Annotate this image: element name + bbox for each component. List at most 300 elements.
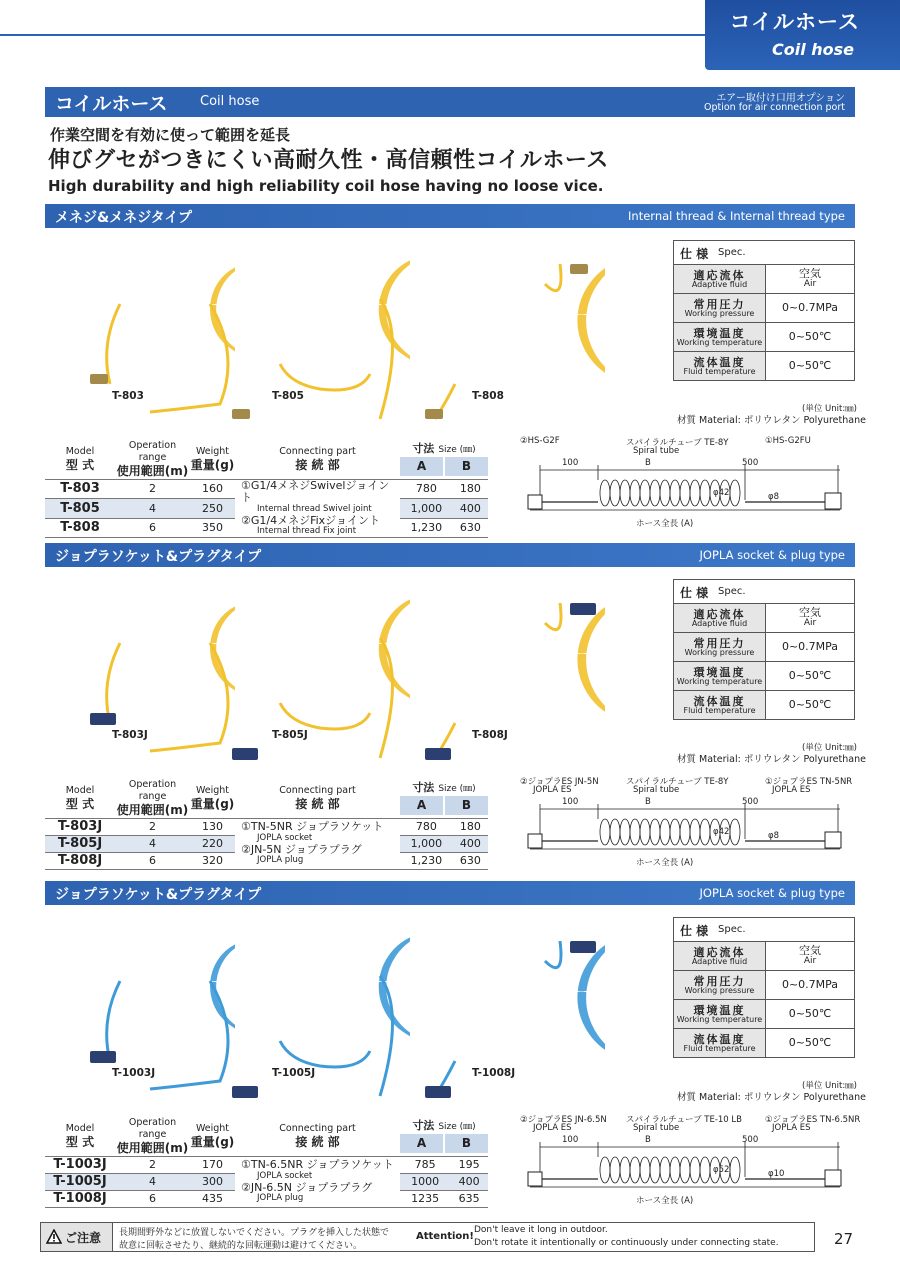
row-model: T-1008J: [45, 1190, 115, 1207]
row-range: 4: [115, 499, 190, 518]
spec-key-jp: 環境温度: [693, 326, 746, 340]
section-title-en: Internal thread & Internal thread type: [628, 209, 845, 223]
row-range: 4: [115, 1173, 190, 1190]
spec-title-jp: 仕 様: [680, 924, 709, 938]
row-a: 1,000: [400, 499, 453, 518]
coil-hose-image-medium: [220, 224, 410, 424]
spec-value-sub: Air: [803, 279, 817, 290]
spec-key: [674, 971, 766, 1000]
diagram-total-length: ホース全長 (A): [636, 1196, 694, 1206]
diagram-total-length: ホース全長 (A): [636, 519, 694, 529]
spec-value: [766, 352, 855, 381]
spec-row: [674, 323, 855, 352]
col-connecting-jp: 接 続 部: [295, 1134, 340, 1149]
spec-value-sub: Air: [803, 956, 817, 967]
attention-en-2: Don't rotate it intentionally or continuously under connecting state.: [474, 1238, 779, 1248]
spec-key-en: Working pressure: [684, 985, 755, 995]
size-ab: [400, 1134, 488, 1153]
size-title-en: Size (㎜): [438, 1122, 476, 1133]
model-table-header: [45, 1117, 488, 1156]
coil-hose-image-long: [415, 224, 605, 424]
banner-title-jp: コイルホース: [55, 93, 168, 115]
col-connecting-en: Connecting part: [279, 1122, 356, 1134]
spec-box: [673, 917, 855, 1058]
unit-note: (単位 Unit:㎜): [802, 743, 858, 753]
caution-jp-1: 長期間野外などに放置しないでください。プラグを挿入した状態で: [119, 1228, 390, 1238]
spec-value: [766, 971, 855, 1000]
hose-fitting-icon: [425, 748, 451, 760]
col-range-en: Operation range: [128, 779, 177, 802]
col-weight-jp: 重量(g): [190, 457, 235, 472]
spec-value: [766, 604, 855, 633]
hose-fitting-icon: [570, 603, 596, 615]
model-table-header: [45, 440, 488, 479]
conn1-jp: ①TN-5NR ジョプラソケット: [241, 820, 384, 834]
product-label: T-805: [272, 390, 304, 402]
material-note: 材質 Material: ポリウレタン Polyurethane: [677, 1092, 866, 1103]
spec-title-jp: 仕 様: [680, 586, 709, 600]
product-label: T-808J: [472, 729, 508, 741]
col-range-jp: 使用範囲(m): [116, 463, 189, 478]
section-title-jp: ジョプラソケット&プラグタイプ: [55, 887, 262, 903]
spec-box: [673, 579, 855, 720]
diagram-right-fitting: ①ジョプラES TN-5NR: [765, 777, 853, 787]
row-model: T-803J: [45, 818, 115, 835]
product-label: T-803: [112, 390, 144, 402]
section-title-en: JOPLA socket & plug type: [699, 548, 845, 562]
row-model: T-1005J: [45, 1173, 115, 1190]
size-title-en: Size (㎜): [438, 784, 476, 795]
spec-key-en: Adaptive fluid: [691, 956, 748, 966]
spec-title-en: Spec.: [718, 924, 746, 935]
diagram-dim-b: B: [645, 797, 651, 807]
row-b: 630: [453, 518, 488, 537]
row-weight: 350: [190, 518, 235, 537]
table-row: [45, 1156, 488, 1173]
spec-table: [673, 941, 855, 1058]
hose-fitting-icon: [570, 941, 596, 953]
spec-value-main: 0~0.7MPa: [781, 639, 839, 653]
size-ab: [400, 796, 488, 815]
col-weight-en: Weight: [195, 445, 230, 457]
col-a: A: [400, 457, 443, 476]
col-weight-en: Weight: [195, 784, 230, 796]
coil-hose-image-short: [60, 911, 235, 1091]
caution-label: ご注意: [65, 1231, 102, 1245]
diagram-right-fitting: ①HS-G2FU: [765, 436, 811, 446]
diagram-right-fitting: ①ジョプラES TN-6.5NR: [765, 1115, 861, 1125]
spec-value-main: 0~0.7MPa: [781, 300, 839, 314]
model-table-header: [45, 779, 488, 818]
conn1-en: Internal thread Swivel joint: [257, 504, 372, 515]
spec-value-main: 0~50℃: [788, 329, 832, 343]
col-connecting: [235, 440, 400, 479]
spec-table: [673, 603, 855, 720]
spec-row: [674, 1000, 855, 1029]
spec-key: [674, 1029, 766, 1058]
row-model: T-808J: [45, 852, 115, 869]
product-label: T-805J: [272, 729, 308, 741]
spec-value-main: 空気: [799, 944, 821, 957]
col-weight: [190, 1117, 235, 1156]
product-label: T-808: [472, 390, 504, 402]
row-range: 2: [115, 818, 190, 835]
diagram-phi-coil: φ52: [713, 1165, 730, 1175]
spec-key-jp: 常用圧力: [693, 974, 746, 988]
hose-fitting-icon: [425, 1086, 451, 1098]
spec-key: [674, 691, 766, 720]
spec-key: [674, 633, 766, 662]
hose-fitting-icon: [90, 374, 108, 384]
spec-value: [766, 691, 855, 720]
row-b: 180: [453, 818, 488, 835]
row-weight: 170: [190, 1156, 235, 1173]
spec-title-jp: 仕 様: [680, 247, 709, 261]
banner-option-en: Option for air connection port: [703, 102, 845, 113]
conn2-en: JOPLA plug: [257, 1193, 304, 1204]
diagram-phi-coil: φ42: [713, 827, 730, 837]
header-title-en: Coil hose: [771, 40, 854, 59]
hose-fitting-icon: [570, 264, 588, 274]
row-a: 1235: [400, 1190, 450, 1207]
col-model: [45, 1117, 115, 1156]
col-b: B: [445, 1134, 488, 1153]
section-title-jp: メネジ&メネジタイプ: [55, 210, 192, 226]
col-range-jp: 使用範囲(m): [116, 802, 189, 817]
diagram-left-fitting-en: JOPLA ES: [533, 1123, 572, 1133]
col-connecting-en: Connecting part: [279, 445, 356, 457]
spec-value: [766, 294, 855, 323]
spec-value-main: 0~50℃: [788, 1006, 832, 1020]
conn1-jp: ①TN-6.5NR ジョプラソケット: [241, 1158, 394, 1172]
size-title: [400, 1119, 488, 1134]
spec-value: [766, 942, 855, 971]
row-range: 4: [115, 835, 190, 852]
row-weight: 320: [190, 852, 235, 869]
spec-row: [674, 352, 855, 381]
col-weight-jp: 重量(g): [190, 1134, 235, 1149]
size-ab: [400, 457, 488, 476]
spec-row: [674, 265, 855, 294]
material-note: 材質 Material: ポリウレタン Polyurethane: [677, 754, 866, 765]
spec-value: [766, 323, 855, 352]
row-b: 400: [453, 835, 488, 852]
col-range-en: Operation range: [128, 440, 177, 463]
spec-value: [766, 633, 855, 662]
col-weight-en: Weight: [195, 1122, 230, 1134]
section-title-en: JOPLA socket & plug type: [699, 886, 845, 900]
row-connecting: [235, 479, 400, 537]
spec-table: [673, 264, 855, 381]
row-model: T-805J: [45, 835, 115, 852]
col-b: B: [445, 796, 488, 815]
size-title: [400, 442, 488, 457]
row-range: 2: [115, 479, 190, 498]
spec-row: [674, 633, 855, 662]
spec-value: [766, 1000, 855, 1029]
spec-key: [674, 1000, 766, 1029]
hose-fitting-icon: [232, 748, 258, 760]
col-size: [400, 440, 488, 479]
row-model: T-805: [45, 499, 115, 518]
diagram-left-fitting: ②HS-G2F: [520, 436, 560, 446]
diagram-dim-500: 500: [742, 458, 759, 468]
row-weight: 160: [190, 479, 235, 498]
row-range: 6: [115, 852, 190, 869]
row-connecting: [235, 818, 400, 869]
col-range: [115, 779, 190, 818]
row-weight: 435: [190, 1190, 235, 1207]
hose-fitting-icon: [425, 409, 443, 419]
spec-title-en: Spec.: [718, 586, 746, 597]
header-rule: [0, 34, 705, 36]
row-range: 6: [115, 1190, 190, 1207]
col-range: [115, 1117, 190, 1156]
hose-fitting-icon: [232, 1086, 258, 1098]
model-table: [45, 1117, 488, 1208]
page-number: 27: [834, 1230, 854, 1248]
row-weight: 220: [190, 835, 235, 852]
row-a: 785: [400, 1156, 450, 1173]
attention-label: Attention!: [416, 1231, 474, 1242]
spec-key-jp: 常用圧力: [693, 297, 746, 311]
spec-key-en: Fluid temperature: [683, 1043, 756, 1053]
spec-key-jp: 環境温度: [693, 665, 746, 679]
row-weight: 250: [190, 499, 235, 518]
row-a: 1,230: [400, 518, 453, 537]
diagram-tube-en: Spiral tube: [633, 446, 680, 456]
size-title-en: Size (㎜): [438, 445, 476, 456]
spec-title-en: Spec.: [718, 247, 746, 258]
col-range-jp: 使用範囲(m): [116, 1140, 189, 1155]
diagram-left-fitting-en: JOPLA ES: [533, 785, 572, 795]
product-label: T-1003J: [112, 1067, 156, 1079]
spec-value-main: 0~50℃: [788, 668, 832, 682]
banner-option-jp: エアー取付け口用オプション: [716, 93, 845, 104]
spec-value: [766, 265, 855, 294]
spec-row: [674, 604, 855, 633]
unit-note: (単位 Unit:㎜): [802, 1081, 858, 1091]
diagram-phi-coil: φ42: [713, 488, 730, 498]
col-weight-jp: 重量(g): [190, 796, 235, 811]
size-title: [400, 781, 488, 796]
product-label: T-1005J: [272, 1067, 316, 1079]
col-model-en: Model: [65, 445, 95, 457]
spec-key-en: Fluid temperature: [683, 366, 756, 376]
row-b: 630: [453, 852, 488, 869]
col-range: [115, 440, 190, 479]
col-size: [400, 1117, 488, 1156]
diagram-tube: スパイラルチューブ TE-8Y: [626, 777, 729, 787]
col-model-en: Model: [65, 784, 95, 796]
spec-header: [673, 917, 855, 941]
col-size: [400, 779, 488, 818]
spec-key-jp: 適応流体: [693, 945, 746, 959]
conn2-jp: ②JN-5N ジョプラプラグ: [241, 842, 362, 856]
spec-value: [766, 662, 855, 691]
col-weight: [190, 440, 235, 479]
row-model: T-808: [45, 518, 115, 537]
col-model-jp: 型 式: [65, 796, 95, 811]
diagram-tube: スパイラルチューブ TE-10 LB: [626, 1115, 742, 1125]
col-connecting-jp: 接 続 部: [295, 457, 340, 472]
product-label: T-803J: [112, 729, 148, 741]
diagram-left-fitting: ②ジョプラES JN-6.5N: [520, 1115, 607, 1125]
conn2-jp: ②JN-6.5N ジョプラプラグ: [241, 1180, 373, 1194]
spec-value-main: 0~50℃: [788, 697, 832, 711]
spec-key-en: Fluid temperature: [683, 705, 756, 715]
row-a: 1,230: [400, 852, 453, 869]
diagram-left-fitting: ②ジョプラES JN-5N: [520, 777, 599, 787]
spec-key: [674, 352, 766, 381]
spec-key-en: Working pressure: [684, 308, 755, 318]
spec-key: [674, 662, 766, 691]
row-weight: 300: [190, 1173, 235, 1190]
spec-key-jp: 適応流体: [693, 607, 746, 621]
col-connecting: [235, 1117, 400, 1156]
col-connecting-jp: 接 続 部: [295, 796, 340, 811]
coil-hose-image-long: [415, 563, 605, 763]
row-model: T-1003J: [45, 1156, 115, 1173]
row-model: T-803: [45, 479, 115, 498]
spec-key: [674, 323, 766, 352]
conn2-jp: ②G1/4メネジFixジョイント: [241, 513, 380, 527]
row-a: 780: [400, 818, 453, 835]
main-banner: [45, 87, 855, 117]
lead-headline: 伸びグセがつきにくい高耐久性・高信頼性コイルホース: [48, 148, 609, 173]
spec-key-jp: 流体温度: [693, 694, 746, 708]
spec-value-main: 0~0.7MPa: [781, 977, 839, 991]
spec-box: [673, 240, 855, 381]
spec-key-en: Working temperature: [676, 676, 763, 686]
col-model: [45, 440, 115, 479]
row-b: 195: [450, 1156, 488, 1173]
coil-hose-image-medium: [220, 563, 410, 763]
diagram-dim-100: 100: [562, 458, 579, 468]
row-b: 400: [450, 1173, 488, 1190]
conn1-en: JOPLA socket: [257, 832, 313, 843]
hose-fitting-icon: [90, 713, 116, 725]
diagram-dim-b: B: [645, 458, 651, 468]
warning-icon: [46, 1229, 62, 1244]
diagram-phi-tube: φ8: [768, 492, 780, 502]
row-weight: 130: [190, 818, 235, 835]
spec-value: [766, 1029, 855, 1058]
spec-value-main: 空気: [799, 267, 821, 280]
conn2-en: JOPLA plug: [257, 855, 304, 866]
spec-row: [674, 971, 855, 1000]
caution-jp-2: 故意に回転させたり、継続的な回転運動は避けてください。: [119, 1241, 363, 1251]
coil-hose-image-short: [60, 573, 235, 753]
product-label: T-1008J: [472, 1067, 516, 1079]
row-a: 1000: [400, 1173, 450, 1190]
section-title-jp: ジョプラソケット&プラグタイプ: [55, 549, 262, 565]
spec-key-jp: 常用圧力: [693, 636, 746, 650]
diagram-dim-100: 100: [562, 797, 579, 807]
spec-key-en: Adaptive fluid: [691, 618, 748, 628]
diagram-tube-en: Spiral tube: [633, 1123, 680, 1133]
row-connecting: [235, 1156, 400, 1207]
spec-key-jp: 環境温度: [693, 1003, 746, 1017]
col-weight: [190, 779, 235, 818]
spec-row: [674, 1029, 855, 1058]
header-tab: [705, 0, 900, 70]
diagram-right-fitting-en: JOPLA ES: [772, 1123, 811, 1133]
spec-row: [674, 294, 855, 323]
col-a: A: [400, 1134, 443, 1153]
col-model-jp: 型 式: [65, 457, 95, 472]
diagram-phi-tube: φ8: [768, 831, 780, 841]
spec-header: [673, 579, 855, 603]
size-title-jp: 寸法: [412, 442, 435, 456]
col-range-en: Operation range: [128, 1117, 177, 1140]
conn2-en: Internal thread Fix joint: [257, 526, 357, 537]
model-table: [45, 440, 488, 538]
row-range: 6: [115, 518, 190, 537]
row-b: 635: [450, 1190, 488, 1207]
attention-en-1: Don't leave it long in outdoor.: [474, 1225, 608, 1235]
size-title-jp: 寸法: [412, 781, 435, 795]
col-connecting: [235, 779, 400, 818]
col-connecting-en: Connecting part: [279, 784, 356, 796]
row-a: 780: [400, 479, 453, 498]
coil-hose-image-short: [60, 234, 235, 414]
spec-key-en: Working temperature: [676, 337, 763, 347]
row-a: 1,000: [400, 835, 453, 852]
row-b: 180: [453, 479, 488, 498]
header-title-jp: コイルホース: [729, 10, 860, 34]
col-model-en: Model: [65, 1122, 95, 1134]
spec-key-jp: 流体温度: [693, 355, 746, 369]
diagram-total-length: ホース全長 (A): [636, 858, 694, 868]
conn1-en: JOPLA socket: [257, 1170, 313, 1181]
diagram-phi-tube: φ10: [768, 1169, 785, 1179]
spec-key: [674, 265, 766, 294]
col-model: [45, 779, 115, 818]
model-table: [45, 779, 488, 870]
row-range: 2: [115, 1156, 190, 1173]
spec-key-jp: 流体温度: [693, 1032, 746, 1046]
spec-value-main: 空気: [799, 606, 821, 619]
table-row: [45, 479, 488, 498]
spec-value-main: 0~50℃: [788, 1035, 832, 1049]
row-b: 400: [453, 499, 488, 518]
diagram-right-fitting-en: JOPLA ES: [772, 785, 811, 795]
spec-key: [674, 294, 766, 323]
spec-header: [673, 240, 855, 264]
spec-key-en: Working temperature: [676, 1014, 763, 1024]
spec-value-main: 0~50℃: [788, 358, 832, 372]
diagram-tube: スパイラルチューブ TE-8Y: [626, 438, 729, 448]
spec-key-en: Working pressure: [684, 647, 755, 657]
lead-line-1: 作業空間を有効に使って範囲を延長: [50, 126, 291, 144]
spec-key-en: Adaptive fluid: [691, 279, 748, 289]
table-row: [45, 818, 488, 835]
diagram-dim-b: B: [645, 1135, 651, 1145]
spec-row: [674, 662, 855, 691]
spec-row: [674, 691, 855, 720]
hose-fitting-icon: [232, 409, 250, 419]
caution-box: [40, 1222, 815, 1252]
unit-note: (単位 Unit:㎜): [802, 404, 858, 414]
col-b: B: [445, 457, 488, 476]
banner-title-en: Coil hose: [200, 94, 260, 109]
spec-value-sub: Air: [803, 618, 817, 629]
lead-english: High durability and high reliability coil hose having no loose vice.: [48, 177, 604, 195]
diagram-tube-en: Spiral tube: [633, 785, 680, 795]
spec-row: [674, 942, 855, 971]
conn1-jp: ①G1/4メネジSwivelジョイント: [241, 478, 390, 505]
